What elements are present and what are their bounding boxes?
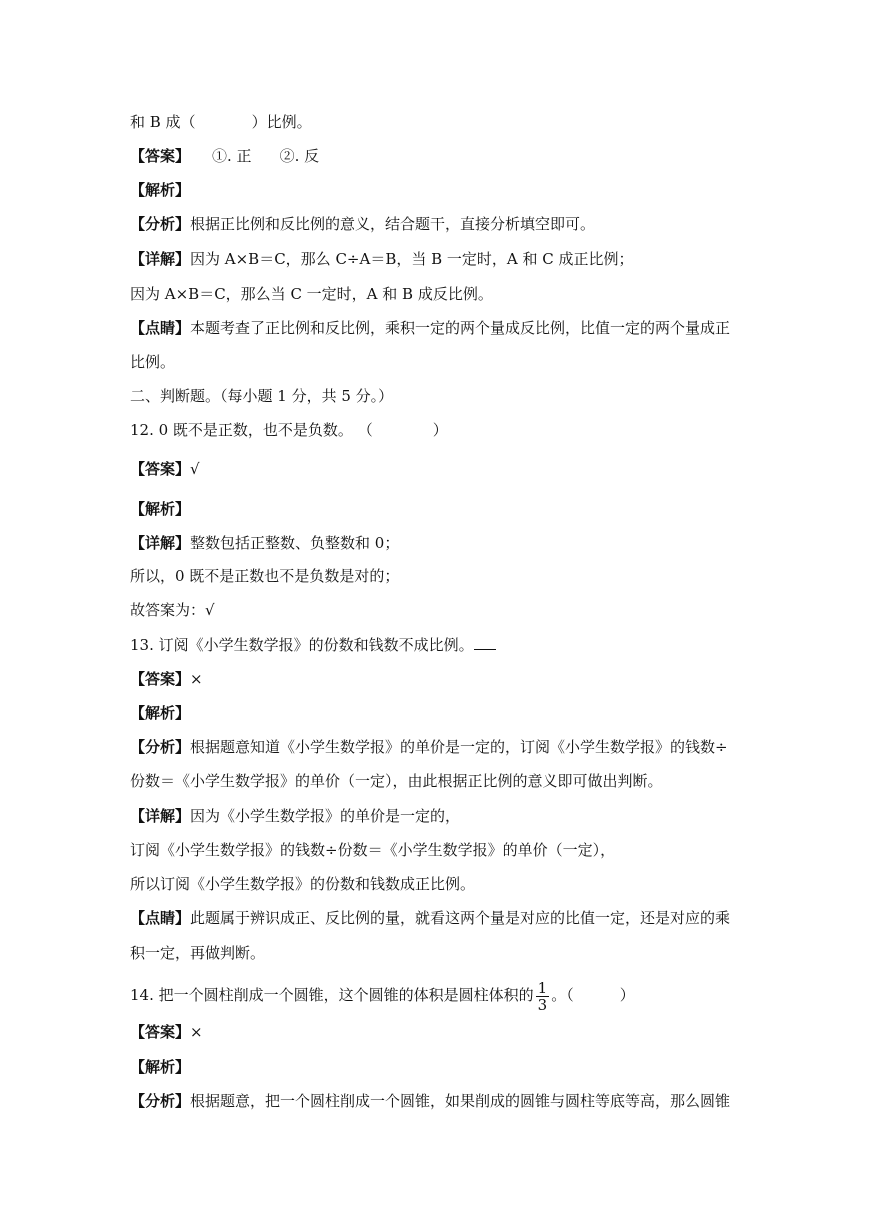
q14-analysis-heading: 【解析】 xyxy=(130,1058,191,1076)
fraction-one-third: $\frac{1}{3}$ xyxy=(537,978,548,1014)
q14-answer xyxy=(130,1022,203,1042)
q12-xiangjie: 【详解】整数包括正整数、负整数和 0； xyxy=(130,534,400,552)
q14-question: 14. 把一个圆柱削成一个圆锥，这个圆锥的体积是圆柱体积的 $\frac{1}{3}$ 。（ ） xyxy=(130,978,635,1014)
answer-value: √ xyxy=(190,460,200,478)
q11-tail: 和 B 成（ ）比例。 xyxy=(130,113,312,131)
q13-fenxi: 【分析】根据题意知道《小学生数学报》的单价是一定的，订阅《小学生数学报》的钱数÷ xyxy=(130,738,728,756)
answer-tag: 【答案】 xyxy=(130,670,191,688)
q13-fenxi-line2: 份数＝《小学生数学报》的单价（一定），由此根据正比例的意义即可做出判断。 xyxy=(130,772,663,790)
answer-tag: 【答案】 xyxy=(130,460,191,478)
answer-tag: 【答案】 xyxy=(130,1023,191,1041)
q13-xiangjie: 【详解】因为《小学生数学报》的单价是一定的， xyxy=(130,807,461,825)
answer-option-1: ①. 正 xyxy=(212,147,252,165)
q13-xiangjie-line3: 所以订阅《小学生数学报》的份数和钱数成正比例。 xyxy=(130,875,476,893)
q13-dianjing-line2: 积一定，再做判断。 xyxy=(130,944,266,962)
q14-fenxi: 【分析】根据题意，把一个圆柱削成一个圆锥，如果削成的圆锥与圆柱等底等高，那么圆锥 xyxy=(130,1092,731,1110)
q13-dianjing: 【点睛】此题属于辨识成正、反比例的量，就看这两个量是对应的比值一定，还是对应的乘 xyxy=(130,909,731,927)
q11-xiangjie-line2: 因为 A×B＝C，那么当 C 一定时，A 和 B 成反比例。 xyxy=(130,285,493,303)
q11-xiangjie: 【详解】因为 A×B＝C，那么 C÷A＝B，当 B 一定时，A 和 C 成正比例； xyxy=(130,250,634,268)
q12-xiangjie-line3: 故答案为：√ xyxy=(130,601,215,619)
q11-dianjing: 【点睛】本题考查了正比例和反比例，乘积一定的两个量成反比例，比值一定的两个量成正 xyxy=(130,319,731,337)
q13-xiangjie-line2: 订阅《小学生数学报》的钱数÷份数＝《小学生数学报》的单价（一定）， xyxy=(130,841,616,859)
q11-answer xyxy=(130,146,319,166)
q11-fenxi: 【分析】根据正比例和反比例的意义，结合题干，直接分析填空即可。 xyxy=(130,215,596,233)
q12-xiangjie-line2: 所以，0 既不是正数也不是负数是对的； xyxy=(130,567,400,585)
answer-blank xyxy=(474,635,496,650)
answer-option-2: ②. 反 xyxy=(279,147,320,165)
q11-analysis-heading: 【解析】 xyxy=(130,181,191,199)
q12-question: 12. 0 既不是正数，也不是负数。 （ ） xyxy=(130,421,448,439)
answer-tag: 【答案】 xyxy=(130,147,191,165)
q13-answer xyxy=(130,669,203,689)
q12-answer xyxy=(130,459,200,479)
section-heading: 二、判断题。（每小题 1 分，共 5 分。） xyxy=(130,387,394,405)
answer-value: × xyxy=(190,1023,203,1041)
q12-analysis-heading: 【解析】 xyxy=(130,500,191,518)
q11-dianjing-line2: 比例。 xyxy=(130,353,176,371)
q13-question: 13. 订阅《小学生数学报》的份数和钱数不成比例。 xyxy=(130,635,496,655)
answer-value: × xyxy=(190,670,203,688)
q13-analysis-heading: 【解析】 xyxy=(130,704,191,722)
